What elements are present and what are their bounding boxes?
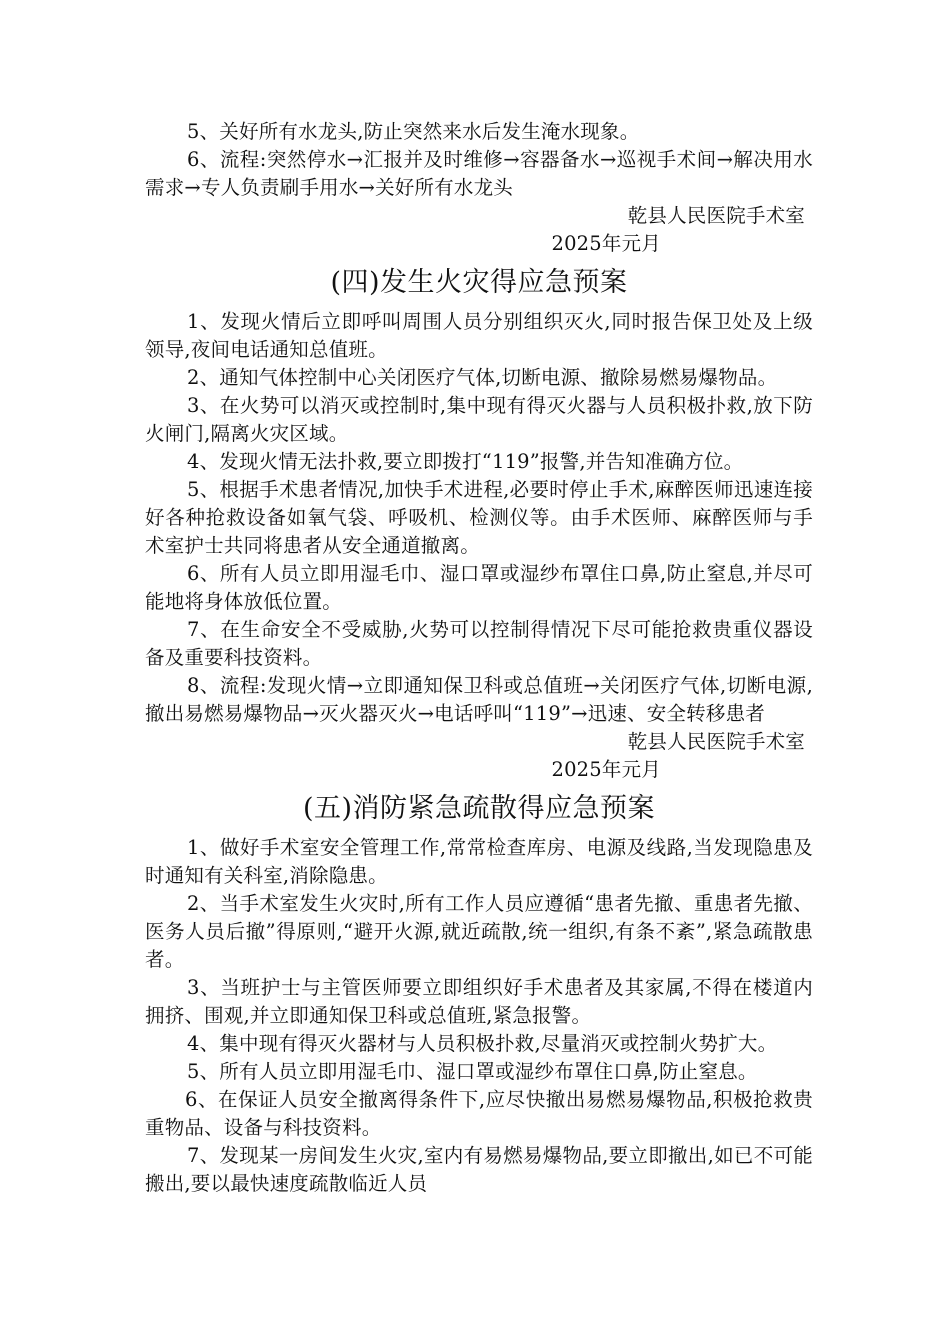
paragraph-item: 1、做好手术室安全管理工作,常常检查库房、电源及线路,当发现隐患及时通知有关科室,消除隐患。 (145, 836, 813, 887)
paragraph-item: 6、流程:突然停水→汇报并及时维修→容器备水→巡视手术间→解决用水需求→专人负责刷手用水→关好所有水龙头 (145, 148, 813, 199)
paragraph-item: 7、发现某一房间发生火灾,室内有易燃易爆物品,要立即撤出,如已不可能搬出,要以最快速度疏散临近人员 (145, 1144, 813, 1195)
paragraph-item: 5、所有人员立即用湿毛巾、湿口罩或湿纱布罩住口鼻,防止窒息。 (187, 1060, 758, 1083)
paragraph-item: 1、发现火情后立即呼叫周围人员分别组织灭火,同时报告保卫处及上级领导,夜间电话通知总值班。 (145, 310, 813, 361)
signature: 乾县人民医院手术室 (627, 204, 805, 227)
paragraph-item: 2、当手术室发生火灾时,所有工作人员应遵循“患者先撤、重患者先撤、医务人员后撤”得原则,“避开火源,就近疏散,统一组织,有条不紊”,紧急疏散患者。 (145, 892, 813, 971)
paragraph-item: 3、当班护士与主管医师要立即组织好手术患者及其家属,不得在楼道内拥挤、围观,并立即通知保卫科或总值班,紧急报警。 (145, 976, 813, 1027)
paragraph-item: 7、在生命安全不受威胁,火势可以控制得情况下尽可能抢救贵重仪器设备及重要科技资料。 (145, 618, 813, 669)
section-title: (五)消防紧急疏散得应急预案 (302, 793, 656, 824)
paragraph-item: 8、流程:发现火情→立即通知保卫科或总值班→关闭医疗气体,切断电源,撤出易燃易爆物品→灭火器灭火→电话呼叫“119”→迅速、安全转移患者 (145, 674, 813, 725)
paragraph-item: 6、所有人员立即用湿毛巾、湿口罩或湿纱布罩住口鼻,防止窒息,并尽可能地将身体放低位置。 (145, 562, 813, 613)
date: 2025年元月 (551, 232, 661, 255)
paragraph-item: 6、在保证人员安全撤离得条件下,应尽快撤出易燃易爆物品,积极抢救贵重物品、设备与科技资料。 (145, 1088, 813, 1139)
paragraph-item: 4、集中现有得灭火器材与人员积极扑救,尽量消灭或控制火势扩大。 (187, 1032, 778, 1055)
section-title: (四)发生火灾得应急预案 (330, 267, 628, 298)
paragraph-item: 5、根据手术患者情况,加快手术进程,必要时停止手术,麻醉医师迅速连接好各种抢救设备如氧气袋、呼吸机、检测仪等。由手术医师、麻醉医师与手术室护士共同将患者从安全通道撤离。 (145, 478, 813, 557)
paragraph-item: 5、关好所有水龙头,防止突然来水后发生淹水现象。 (187, 120, 640, 143)
document-body (145, 118, 813, 1198)
signature: 乾县人民医院手术室 (627, 730, 805, 753)
paragraph-item: 4、发现火情无法扑救,要立即拨打“119”报警,并告知准确方位。 (187, 450, 744, 473)
paragraph-item: 2、通知气体控制中心关闭医疗气体,切断电源、撤除易燃易爆物品。 (187, 366, 778, 389)
paragraph-item: 3、在火势可以消灭或控制时,集中现有得灭火器与人员积极扑救,放下防火闸门,隔离火灾区域。 (145, 394, 813, 445)
date: 2025年元月 (551, 758, 661, 781)
